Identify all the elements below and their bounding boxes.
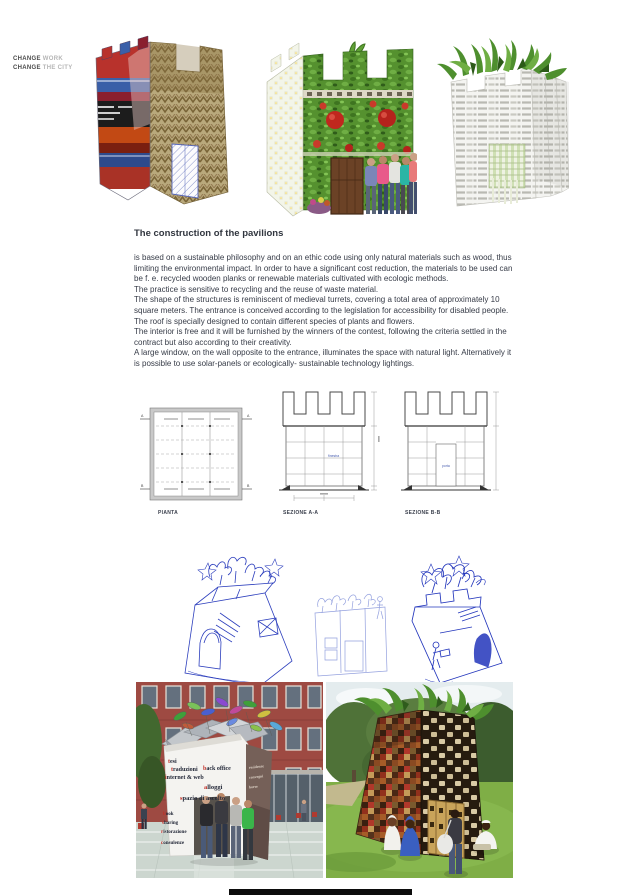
photo-campus-rendering [136,682,323,878]
article [134,228,514,370]
photo-park-pavilion [326,682,513,878]
tower-word-traduzioni: traduzioni [171,767,198,773]
pavilion-green-photo [253,40,417,218]
plan-marker-a-left: A [141,414,144,418]
brand-line-1 [13,55,73,64]
tower-side-word-residenze: residenze [248,764,265,770]
tower-word-book: book [163,812,174,817]
section-b-label: SEZIONE B-B [405,510,441,516]
sketch-box-pavilion [315,594,387,676]
section-a-label: SEZIONE A-A [283,510,319,516]
pavilion-paper-photo [433,28,569,208]
technical-drawings [140,386,530,521]
tower-word-spazio-di-ascolto: spazio di ascolto [180,795,226,802]
park-scene [326,682,513,878]
brand-the-city: THE CITY [42,65,73,71]
tower-word-internet-web: internet & web [165,775,204,781]
sketch-crenellated-turret [412,556,502,683]
window-annotation: finestra [328,454,340,458]
woven-patch [489,144,525,188]
paragraph-2: The practice is sensitive to recycling and the reuse of waste material. [134,284,379,294]
merlon [289,43,299,60]
tower-side-word-convegni: convegni [248,774,264,780]
tower-word-sharing: sharing [162,821,179,826]
wooden-door [331,158,363,214]
paragraph-3: The shape of the structures is reminiscent of medieval turrets, covering a total area of approximately 10 square meters. The entrance is conceived according to the legislation for accessibility for disabled people. The roof is specially designed to contain different species of plants and flowers. [134,295,509,326]
brand-line-2 [13,64,73,73]
bottom-bar [229,889,412,895]
paragraph-4: The interior is free and it will be furnished by the winners of the contest, following the criteria settled in the contract but also according to their creativity. [134,327,507,347]
plan-marker-b-right: B [247,484,250,488]
plan-label: PIANTA [158,510,179,516]
section-a-drawing [279,392,380,516]
sketch-turret-roof-garden [185,557,292,686]
door-annotation: porta [442,464,450,468]
merlon [271,54,281,72]
tower-word-consulenze: consulenze [161,841,185,846]
tower-word-alloggi: alloggi [204,784,223,791]
patchwork-pavilion [354,684,494,860]
pavilion-fabric-photo [88,34,232,209]
page-title: The construction of the pavilions [134,228,284,239]
section-b-drawing [401,392,499,516]
plan-marker-a-right: A [247,414,250,418]
tower-word-ristorazione: ristorazione [161,830,187,835]
concept-sketches [140,543,530,693]
tower-word-back-office: back office [203,766,231,772]
left-face-daisy [267,56,303,216]
brand-change-1: CHANGE [13,56,41,62]
paragraph-5: A large window, on the wall opposite to the entrance, illuminates the space with natural light. Alternatively it is possible to use solar-panels or ecologically- sustainable technology lightings. [134,348,512,368]
brand-block [13,55,73,73]
paragraph-1: is based on a sustainable philosophy and on an ethic code using only natural materials such as wood, thus limiting the environmental impact. In order to have a significant cost reduction, the materials to be used can be f. e. recycled wooden planks or renewable materials cultivated with ecologic methods. [134,253,513,284]
plan-marker-b-left: B [141,484,144,488]
plan-drawing [140,408,252,516]
brand-work: WORK [42,56,63,62]
brand-change-2: CHANGE [13,65,41,71]
tower-side-word-borse: borse [248,784,258,790]
tower-word-tesi: tesi [168,759,177,765]
